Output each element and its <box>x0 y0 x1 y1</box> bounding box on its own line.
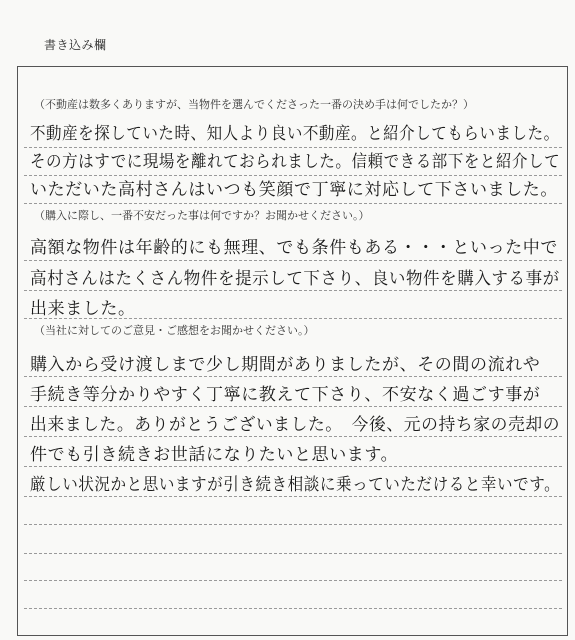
answer-3-line-3: 出来ました。ありがとうございました。 今後、元の持ち家の売却の <box>30 415 561 435</box>
ruled-line <box>24 203 562 204</box>
ruled-line <box>24 496 562 497</box>
ruled-line <box>24 608 562 609</box>
section-title: 書き込み欄 <box>44 38 107 52</box>
answer-3-line-2: 手続き等分かりやすく丁寧に教えて下さり、不安なく過ごす事が <box>30 385 541 405</box>
ruled-line <box>24 376 562 377</box>
ruled-line <box>24 466 562 467</box>
answer-2-line-1: 高額な物件は年齢的にも無理、でも条件もある・・・といった中で <box>30 238 558 258</box>
ruled-line <box>24 436 562 437</box>
ruled-line <box>24 524 562 525</box>
ruled-line <box>24 553 562 554</box>
question-3: （当社に対してのご意見・ご感想をお聞かせください。） <box>34 324 315 337</box>
ruled-line <box>24 260 562 261</box>
ruled-line <box>24 406 562 407</box>
answer-3-line-4: 件でも引き続きお世話になりたいと思います。 <box>30 445 399 465</box>
answer-1-line-2: その方はすでに現場を離れておられました。信頼できる部下をと紹介して <box>30 152 561 172</box>
answer-2-line-3: 出来ました。 <box>30 299 136 319</box>
ruled-line <box>24 290 562 291</box>
answer-3-line-5: 厳しい状況かと思いますが引き続き相談に乗っていただけると幸いです。 <box>30 475 561 495</box>
question-2: （購入に際し、一番不安だった事は何ですか？お聞かせください。） <box>34 209 370 222</box>
answer-3-line-1: 購入から受け渡しまで少し期間がありましたが、その間の流れや <box>30 355 541 375</box>
ruled-line <box>24 580 562 581</box>
question-1: （不動産は数多くありますが、当物件を選んでくださった一番の決め手は何でしたか？） <box>34 98 474 111</box>
answer-1-line-3: いただいた高村さんはいつも笑顔で丁寧に対応して下さいました。 <box>30 180 558 200</box>
answer-1-line-1: 不動産を探していた時、知人より良い不動産。と紹介してもらいました。 <box>30 124 560 144</box>
answer-2-line-2: 高村さんはたくさん物件を提示して下さり、良い物件を購入する事が <box>30 269 560 289</box>
